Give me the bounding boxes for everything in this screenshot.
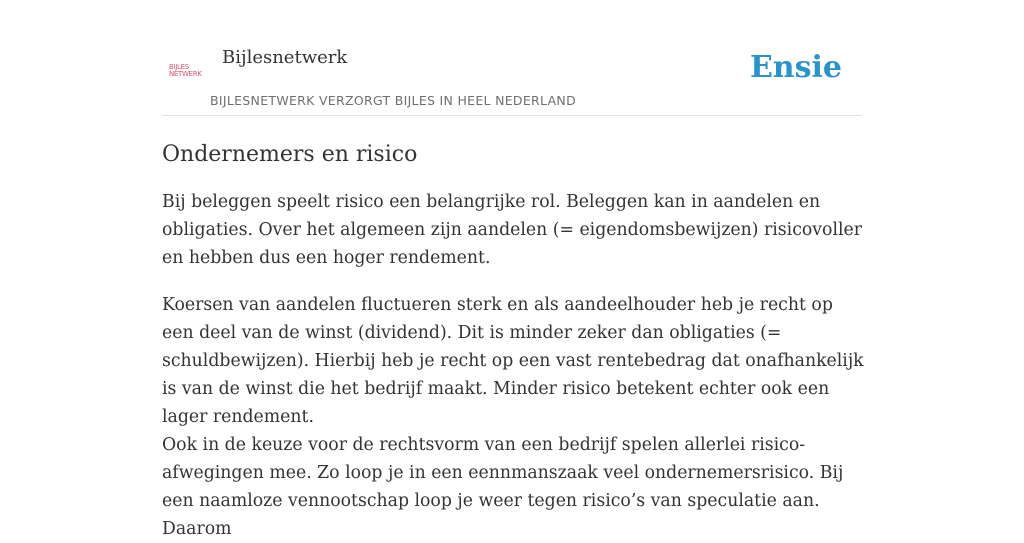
logo-line-2: NETWERK (169, 70, 202, 78)
article-title: Ondernemers en risico (162, 142, 418, 167)
article (162, 140, 866, 543)
article-paragraph-3: Ook in de keuze voor de rechtsvorm van een bedrijf spelen allerlei risico-afwegingen mee. Zo loop je in een eennmanszaak veel ondernemersrisico. Bij een naamloze vennootschap loop je weer tegen risico’s van speculatie aan. Daarom (162, 435, 844, 539)
ensie-brand-link[interactable]: Ensie (749, 50, 842, 85)
article-paragraph-1: Bij beleggen speelt risico een belangrijke rol. Beleggen kan in aandelen en obligaties. Over het algemeen zijn aandelen (= eigendomsbewijzen) risicovoller en hebben dus een hoger rendement. (162, 192, 862, 268)
bijlesnetwerk-logo[interactable] (169, 64, 207, 78)
article-paragraph-2: Koersen van aandelen fluctueren sterk en als aandeelhouder heb je recht op een deel van de winst (dividend). Dit is minder zeker dan obligaties (= schuldbewijzen). Hierbij heb je recht op een vast rentebedrag dat onafhankelijk is van de winst die het bedrijf maakt. Minder risico betekent echter ook een lager rendement. (162, 295, 864, 427)
logo-line-1: BIJLES (169, 63, 189, 71)
site-header (162, 40, 862, 116)
site-tagline: BIJLESNETWERK VERZORGT BIJLES IN HEEL NEDERLAND (210, 93, 577, 108)
site-name[interactable]: Bijlesnetwerk (222, 47, 348, 68)
